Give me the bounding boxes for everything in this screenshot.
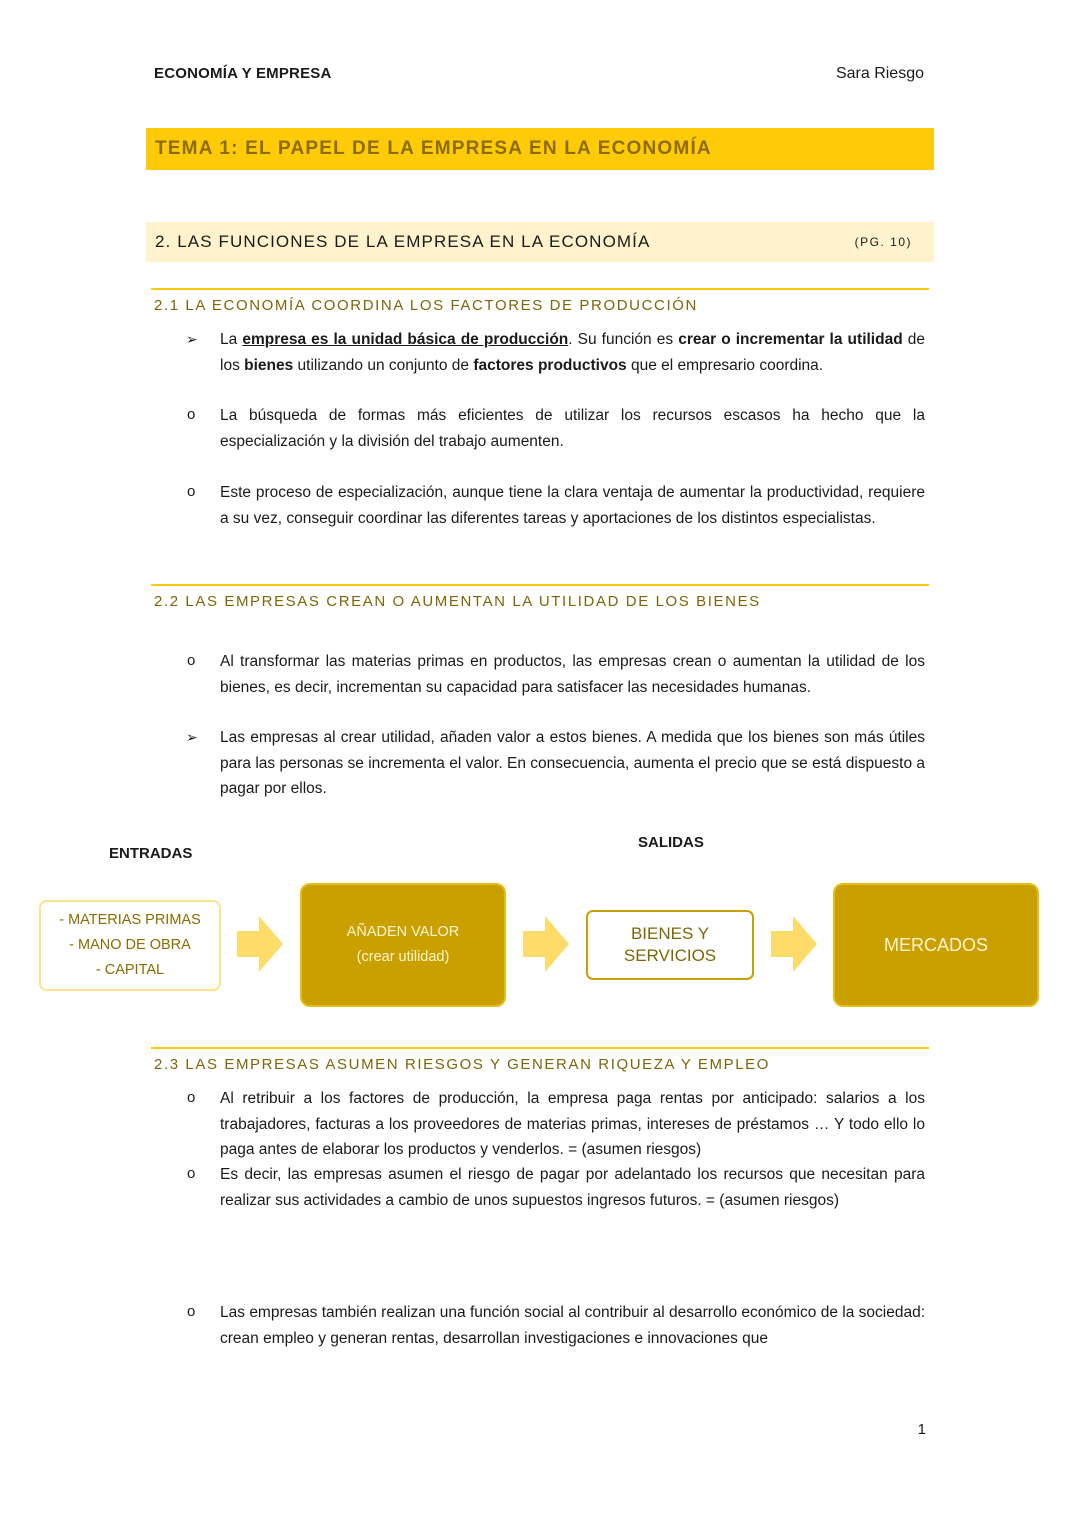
paragraph-2-2-2: Las empresas al crear utilidad, añaden valor a estos bienes. A medida que los bienes son más útiles para las personas se incrementa el valor. En consecuencia, aumenta el precio que se está dispuesto a pagar por ellos.: [220, 729, 925, 797]
subsection-title-2-2: 2.2 LAS EMPRESAS CREAN O AUMENTAN LA UTILIDAD DE LOS BIENES: [154, 593, 761, 610]
document-author: Sara Riesgo: [835, 65, 924, 82]
paragraph-2-1-1: [220, 327, 925, 378]
section-title-bar: [146, 222, 934, 262]
circle-bullet-icon: o: [187, 483, 196, 500]
bold-term: factores productivos: [473, 356, 627, 374]
flow-arrow-icon: [237, 916, 283, 972]
output-label: SERVICIOS: [623, 946, 717, 965]
bold-term: bienes: [244, 356, 294, 374]
circle-bullet-icon: o: [187, 1089, 196, 1106]
arrow-bullet-icon: ➢: [186, 331, 198, 347]
text-run: La: [220, 331, 243, 348]
process-sublabel: (crear utilidad): [356, 949, 450, 965]
paragraph-2-3-3: Las empresas también realizan una función social al contribuir al desarrollo económico de la sociedad: crean empleo y generan rentas, desarrollan investigaciones e innovaciones que: [220, 1304, 925, 1347]
process-label: AÑADEN VALOR: [346, 924, 460, 940]
subsection-title-2-3: 2.3 LAS EMPRESAS ASUMEN RIESGOS Y GENERAN RIQUEZA Y EMPLEO: [154, 1056, 771, 1073]
bold-term: crear o incrementar la utilidad: [678, 331, 903, 348]
flow-arrow-icon: [523, 916, 569, 972]
divider-rule: [151, 288, 929, 290]
inputs-box: [39, 900, 221, 991]
section-page-ref: (PG. 10): [854, 235, 912, 249]
input-item: - CAPITAL: [95, 962, 165, 978]
paragraph-2-1-2: La búsqueda de formas más eficientes de utilizar los recursos escasos ha hecho que la especialización y la división del trabajo aumenten.: [220, 407, 925, 450]
arrow-bullet-icon: ➢: [186, 729, 198, 745]
market-box: [833, 883, 1039, 1007]
paragraph-2-3-1: Al retribuir a los factores de producción, la empresa paga rentas por anticipado: salarios a los trabajadores, facturas a los proveedores de materias primas, intereses de préstamos … Y todo ello lo paga antes de elaborar los productos y venderlos. = (asumen riesgos): [220, 1090, 925, 1158]
market-label: MERCADOS: [883, 934, 988, 955]
tema-title-bar: [146, 128, 934, 170]
subsection-title-2-1: 2.1 LA ECONOMÍA COORDINA LOS FACTORES DE PRODUCCIÓN: [154, 297, 698, 314]
text-run: utilizando un conjunto de: [293, 356, 474, 374]
input-item: - MATERIAS PRIMAS: [59, 912, 201, 928]
circle-bullet-icon: o: [187, 406, 196, 423]
paragraph-2-3-2: Es decir, las empresas asumen el riesgo de pagar por adelantado los recursos que necesitan para realizar sus actividades a cambio de unos supuestos ingresos futuros. = (asumen riesgos): [220, 1166, 925, 1209]
section-title: 2. LAS FUNCIONES DE LA EMPRESA EN LA ECONOMÍA: [155, 232, 651, 251]
process-box: [300, 883, 506, 1007]
divider-rule: [151, 584, 929, 586]
entradas-label: ENTRADAS: [109, 845, 193, 862]
circle-bullet-icon: o: [187, 652, 196, 669]
paragraph-2-1-3: Este proceso de especialización, aunque tiene la clara ventaja de aumentar la productividad, requiere a su vez, conseguir coordinar las diferentes tareas y aportaciones de los distintos especialistas.: [220, 484, 925, 527]
page-number: 1: [917, 1421, 926, 1438]
tema-title: TEMA 1: EL PAPEL DE LA EMPRESA EN LA ECONOMÍA: [155, 138, 712, 159]
salidas-label: SALIDAS: [638, 834, 704, 851]
input-item: - MANO DE OBRA: [69, 937, 191, 953]
output-label: BIENES Y: [630, 924, 710, 943]
divider-rule: [151, 1047, 929, 1049]
text-run: . Su función es: [568, 331, 679, 348]
text-run: que el empresario coordina.: [626, 356, 824, 374]
text-run: de los: [220, 331, 925, 374]
paragraph-2-2-1: Al transformar las materias primas en productos, las empresas crean o aumentan la utilidad de los bienes, es decir, incrementan su capacidad para satisfacer las necesidades humanas.: [220, 653, 925, 696]
document-subject: ECONOMÍA Y EMPRESA: [154, 65, 332, 82]
outputs-box: [586, 910, 754, 980]
circle-bullet-icon: o: [187, 1165, 196, 1182]
flow-arrow-icon: [771, 916, 817, 972]
circle-bullet-icon: o: [187, 1303, 196, 1320]
bold-underlined-term: empresa es la unidad básica de producción: [242, 331, 569, 348]
